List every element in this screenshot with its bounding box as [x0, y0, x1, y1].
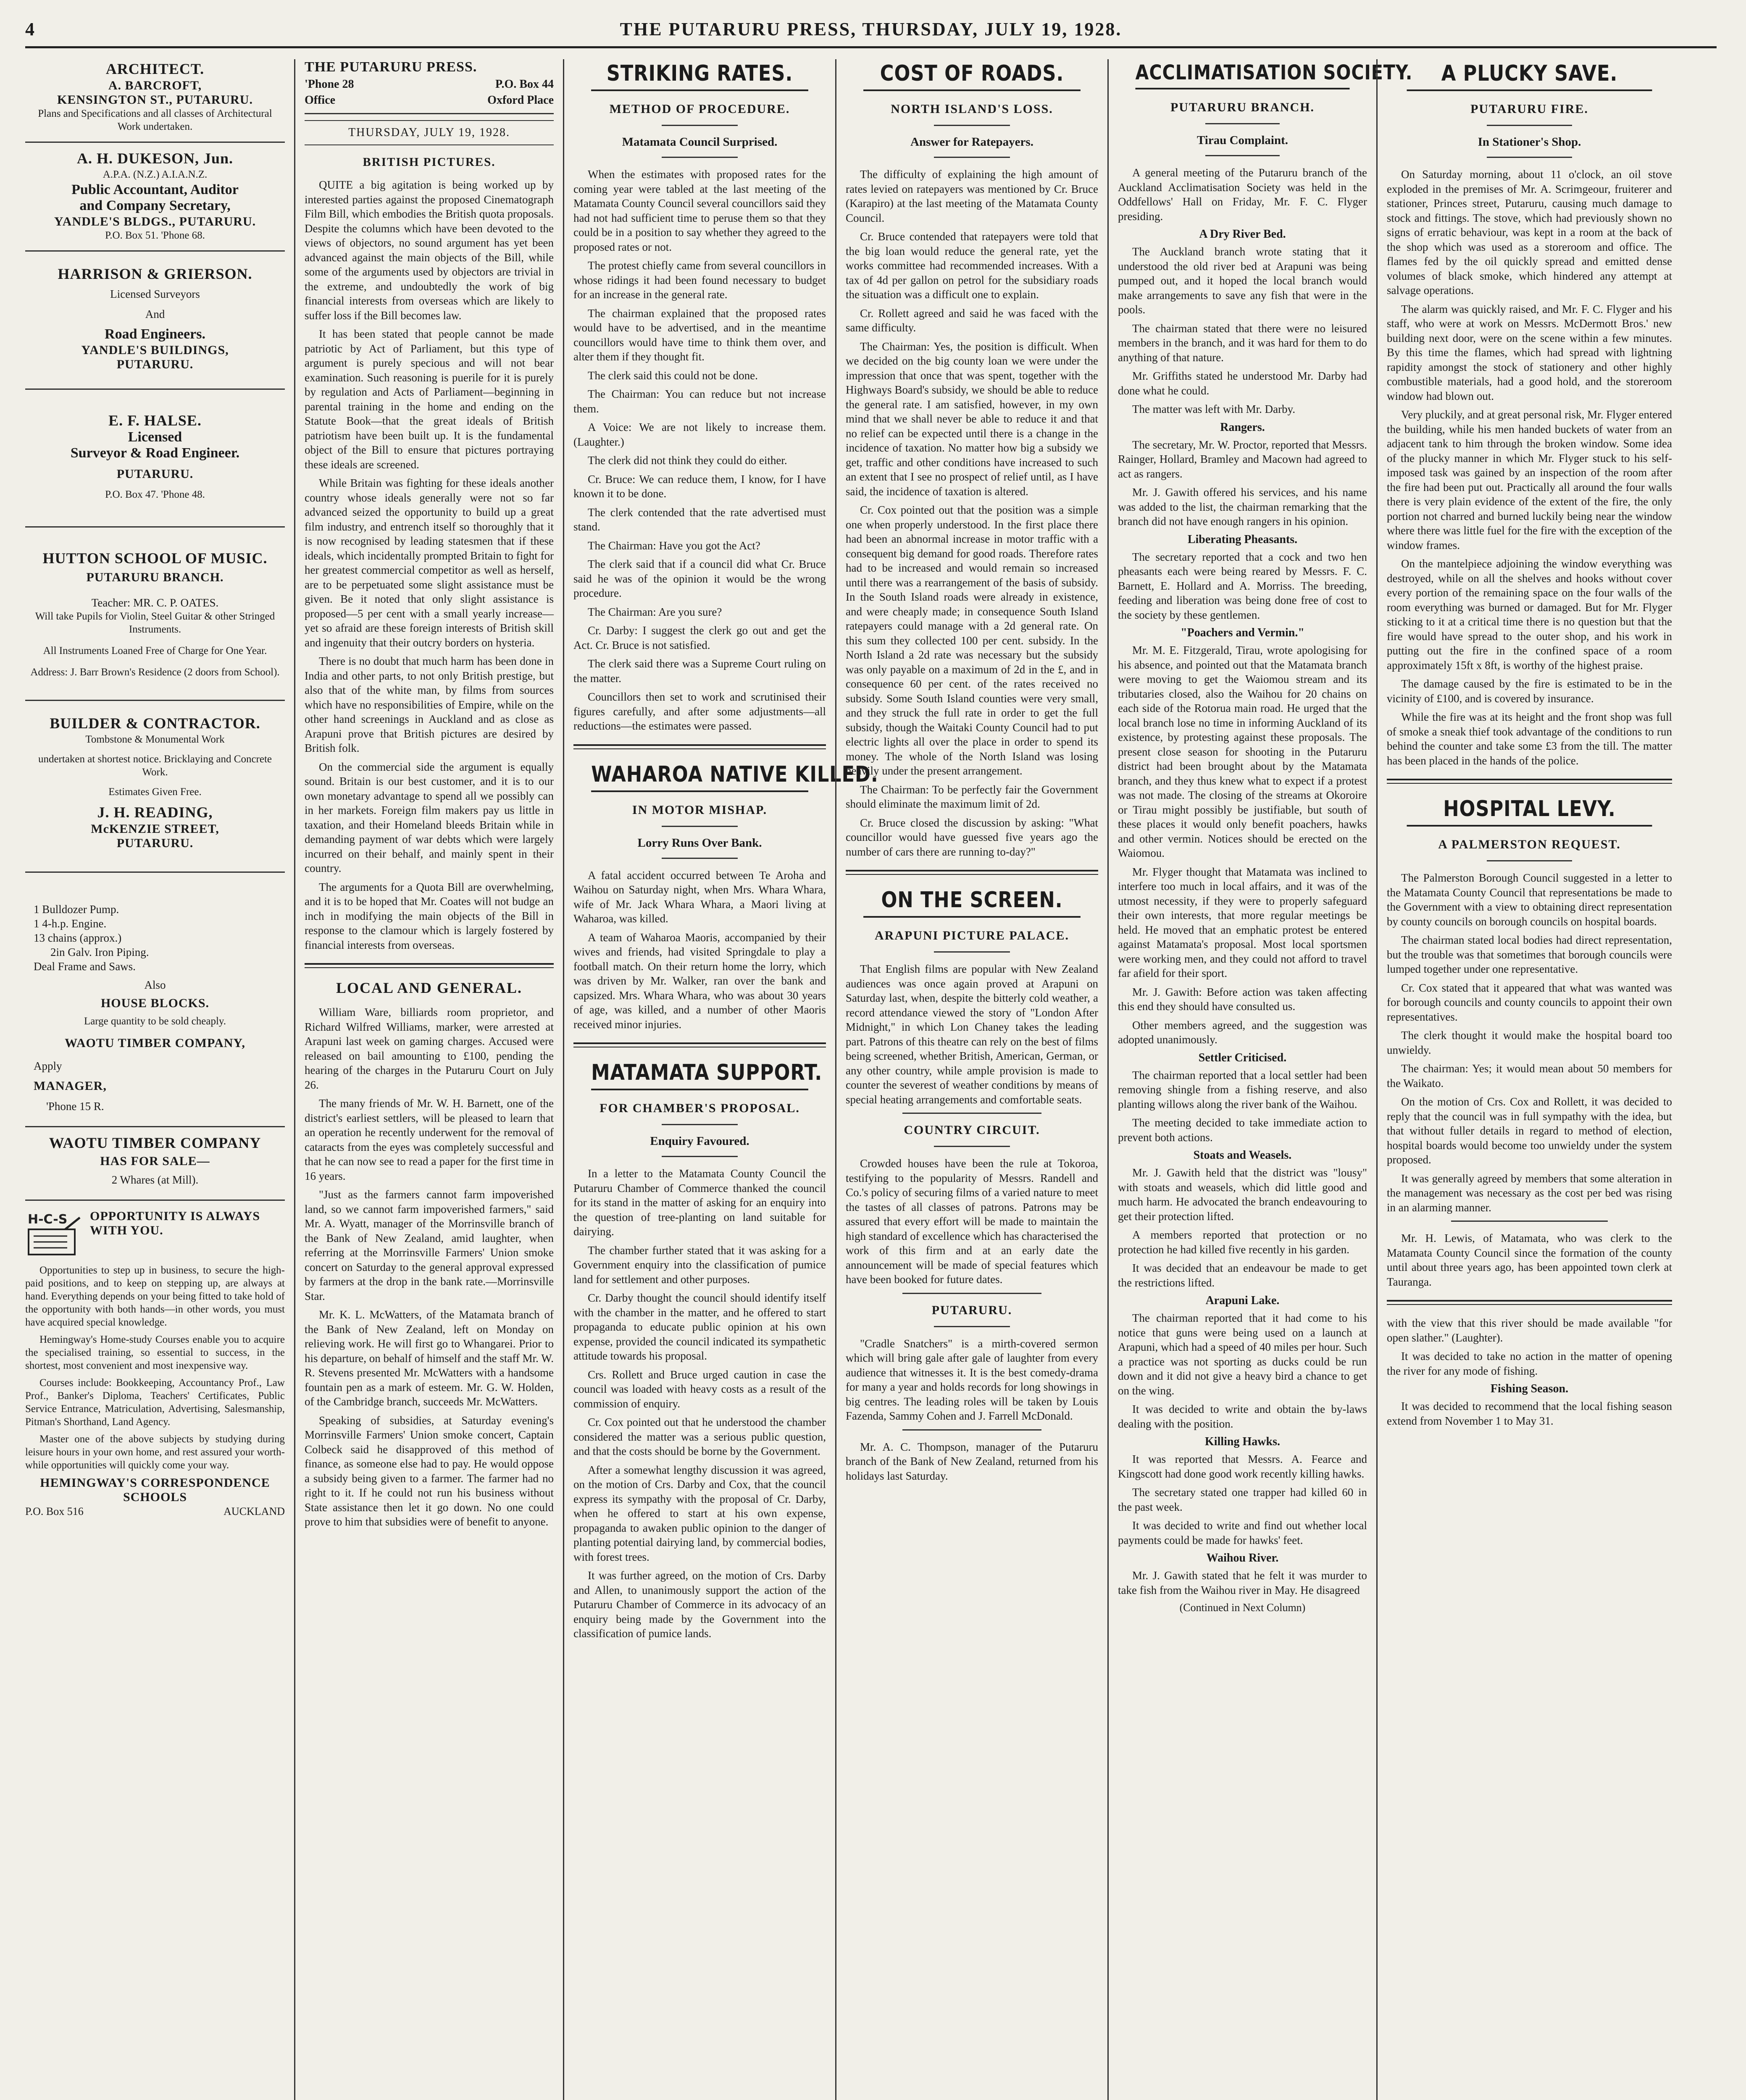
ad-waotu-timber-sale: [25, 1136, 285, 1191]
paragraph: Speaking of subsidies, at Saturday evening's Morrinsville Farmers' Union smoke concert, Captain Colbeck said he disapproved of this method of finance, as someone else had to pay. He would oppose a subsidy being given to a farmer. The farmer had no right to it. If he could not run his business without State assistance then let it go down. No one could prove to him that subsidies were of benefit to anyone.: [305, 1414, 554, 1528]
column-6: [1376, 59, 1681, 2100]
paragraph: Cr. Rollett agreed and said he was faced with the same difficulty.: [846, 307, 1098, 334]
dateline: THURSDAY, JULY 19, 1928.: [305, 120, 554, 145]
paragraph: The clerk contended that the rate advertised must stand.: [573, 506, 826, 533]
ad-address: YANDLE'S BLDGS., PUTARURU.: [54, 215, 256, 228]
subhead-putaruru: PUTARURU.: [931, 1303, 1012, 1317]
ad-manager: MANAGER,: [34, 1079, 107, 1093]
hcs-logo-icon: [25, 1209, 84, 1260]
paragraph: While the fire was at its height and the front shop was full of smoke a sneak thief took advantage of the conditions to run behind the counter and take some £3 from the till. The matter has been placed in the hands of the police.: [1387, 711, 1672, 767]
paragraph: It was decided to take no action in the matter of opening the river for any mode of fishing.: [1387, 1350, 1672, 1377]
ad-branch: PUTARURU BRANCH.: [86, 570, 224, 584]
paragraph: The clerk said there was a Supreme Court ruling on the matter.: [573, 657, 826, 685]
paragraph: "Just as the farmers cannot farm impoverished land, so we cannot farm impoverished farmers," said Mr. A. Wyatt, manager of the Morrinsville branch of the Bank of New Zealand, amid laughter, when referring at the Morrinsville Farmers' Union smoke concert on Saturday to the general approval expressed by farmers at the drop in the bank rate.—Morrinsville Star.: [305, 1188, 554, 1302]
ad-phone: 'Phone 15 R.: [46, 1100, 104, 1113]
paragraph: Mr. Griffiths stated he understood Mr. Darby had done what he could.: [1118, 370, 1367, 397]
paragraph: It was decided that an endeavour be made to get the restrictions lifted.: [1118, 1262, 1367, 1289]
paragraph: A fatal accident occurred between Te Aroha and Waihou on Saturday night, when Mrs. Whara Whara, wife of Mr. Jack Whara Whara, a Maori living at Waharoa, was killed.: [573, 869, 826, 925]
masthead-place: Oxford Place: [487, 94, 554, 107]
subhead-2: Lorry Runs Over Bank.: [637, 836, 762, 850]
minor-heading: Arapuni Lake.: [1205, 1294, 1280, 1307]
ad-line: PUTARURU.: [116, 357, 194, 371]
editorial-heading: BRITISH PICTURES.: [363, 155, 496, 169]
paragraph: A general meeting of the Putaruru branch of the Auckland Acclimatisation Society was held in the Oddfellows' Hall on Friday, Mr. F. C. Flyger presiding.: [1118, 166, 1367, 223]
headline-plucky-save: A PLUCKY SAVE.: [1407, 59, 1652, 91]
paragraph: Mr. A. C. Thompson, manager of the Putaruru branch of the Bank of New Zealand, returned from his holidays last Saturday.: [846, 1440, 1098, 1482]
paragraph: The clerk thought it would make the hospital board too unwieldy.: [1387, 1029, 1672, 1056]
masthead-phone: 'Phone 28: [305, 78, 354, 91]
ad-item-list: [25, 902, 285, 974]
ad-line: Road Engineers.: [105, 326, 205, 342]
ad-item: 2in Galv. Iron Piping.: [50, 946, 149, 958]
ad-line: YANDLE'S BUILDINGS,: [81, 343, 229, 357]
ad-company: WAOTU TIMBER COMPANY,: [65, 1036, 245, 1050]
minor-heading: Fishing Season.: [1490, 1382, 1569, 1395]
paragraph: The Chairman: You can reduce but not increase them.: [573, 388, 826, 415]
masthead-office: Office: [305, 94, 336, 107]
subhead-2: In Stationer's Shop.: [1478, 135, 1581, 149]
ad-dukeson: [25, 151, 285, 242]
ad-architect: [25, 62, 285, 133]
minor-heading: Stoats and Weasels.: [1193, 1149, 1292, 1162]
paragraph: Mr. K. L. McWatters, of the Matamata branch of the Bank of New Zealand, left on Monday on relieving work. He will first go to Whangarei. Prior to his departure, on behalf of himself and the staff Mr. W. R. Stevens presented Mr. McWatters with a handsome fountain pen as a mark of esteem. Mr. G. W. Holden, of the Cambridge branch, succeeds Mr. McWatters.: [305, 1308, 554, 1408]
hcs-box: P.O. Box 516: [25, 1505, 84, 1517]
subhead: FOR CHAMBER'S PROPOSAL.: [600, 1101, 800, 1115]
ad-town: PUTARURU.: [116, 836, 194, 850]
ad-address: Address: J. Barr Brown's Residence (2 doors from School).: [30, 667, 280, 678]
subhead-2: Enquiry Favoured.: [650, 1134, 749, 1148]
ad-apply-label: Apply: [34, 1060, 62, 1072]
paragraph: It was further agreed, on the motion of Crs. Darby and Allen, to unanimously support the action of the Putaruru Chamber of Commerce in its advocacy of an enquiry being made by the Government into the classification of pumice lands.: [573, 1569, 826, 1640]
ad-builder: [25, 709, 285, 863]
ad-halse: [25, 398, 285, 518]
paragraph: Councillors then set to work and scrutinised their figures carefully, and after some adjustments—all reductions—the estimates were passed.: [573, 690, 826, 732]
paragraph: While Britain was fighting for these ideals another country whose ideals generally were not so far advanced seized the opportunity to build up a great film industry, and entrench itself so thoroughly that it is now recognised by leading statesmen that if these ideals, which incidentally prompted Britain to fight for her greatest commercial competitor as well as herself, are to be perpetuated some slight assistance must be given. Be it noted that only slight assistance is proposed—5 per cent with a small yearly increase—yet so afraid are these foreign interests of British skill and ingenuity that their outcry borders on hysteria.: [305, 477, 554, 649]
paragraph: The secretary reported that a cock and two hen pheasants each were being reared by Messrs. F. C. Barnett, E. Hollard and A. Morriss. The breeding, feeding and liberation was being done free of cost to the society by these gentlemen.: [1118, 550, 1367, 621]
paragraph: The Chairman: Yes, the position is difficult. When we decided on the big county loan we were under the impression that once that was spent, together with the Highways Board's subsidy, we should be able to reduce the general rate. I am satisfied, however, in my own mind that we shall never be able to reduce it and that no relief can be expected until there is a change in the incidence of taxation. No matter how big a subsidy we get, traffic and other conditions have increased to such an extent that I see no prospect of relief until, as I have said, the incidence of taxation is altered.: [846, 340, 1098, 498]
ad-desc: Will take Pupils for Violin, Steel Guitar & other Stringed Instruments.: [35, 611, 275, 635]
ad-item: 1 4-h.p. Engine.: [34, 917, 107, 930]
paragraph: The difficulty of explaining the high amount of rates levied on ratepayers was mentioned by Cr. Bruce (Karapiro) at the last meeting of the Matamata County Council.: [846, 168, 1098, 224]
ad-line: Estimates Given Free.: [108, 786, 202, 798]
masthead: [305, 59, 554, 114]
paragraph: The damage caused by the fire is estimated to be in the vicinity of £100, and is covered by insurance.: [1387, 677, 1672, 705]
subhead: IN MOTOR MISHAP.: [632, 803, 768, 817]
minor-heading: Rangers.: [1220, 420, 1265, 434]
paragraph: The Chairman: To be perfectly fair the Government should eliminate the maximum limit of 2d.: [846, 783, 1098, 810]
ad-item: Deal Frame and Saws.: [34, 960, 136, 973]
paragraph: Very pluckily, and at great personal risk, Mr. Flyger entered the building, while his men handed buckets of water from an adjacent tank to him through the broken window. Some idea of the plucky manner in which Mr. Flyger stuck to his self-imposed task was gained by an inspection of the room after the fire had been put out. Practically all around the four walls there is very plain evidence of the extent of the fire, the only portion not charred and burned luckily being near the window where there was little fuel for the fire with the exception of the window frames.: [1387, 408, 1672, 551]
paragraph: Cr. Cox pointed out that he understood the chamber considered the matter was a serious public question, and that the costs should be borne by the Government.: [573, 1416, 826, 1457]
paragraph: The meeting decided to take immediate action to prevent both actions.: [1118, 1116, 1367, 1144]
headline-hospital-levy: HOSPITAL LEVY.: [1407, 795, 1652, 827]
paragraph: Mr. Flyger thought that Matamata was inclined to interfere too much in local affairs, and it was of the utmost necessity, if they were to properly safeguard their own interests, that more regular meetings be held. He moved that an emphatic protest be entered against Matamata's proposal. Most local sportsmen were working men, and they could not afford to travel far afield for their sport.: [1118, 865, 1367, 979]
paragraph: A Voice: We are not likely to increase them. (Laughter.): [573, 421, 826, 448]
ad-address: KENSINGTON ST., PUTARURU.: [57, 93, 253, 107]
ad-desc: Plans and Specifications and all classes of Architectural Work undertaken.: [38, 108, 272, 132]
paragraph: with the view that this river should be made available "for open slather." (Laughter).: [1387, 1317, 1672, 1344]
ad-blocks: HOUSE BLOCKS.: [100, 996, 210, 1010]
masthead-box: P.O. Box 44: [495, 78, 554, 91]
paragraph: The chairman stated local bodies had direct representation, but the trouble was that sometimes that borough councils were lumped together under one representative.: [1387, 934, 1672, 975]
ad-item: 1 Bulldozer Pump.: [34, 903, 119, 916]
paragraph: It was decided to recommend that the local fishing season extend from November 1 to May 31.: [1387, 1400, 1672, 1427]
paragraph: It was generally agreed by members that some alteration in the management was necessary as the cost per bed was rising in an alarming manner.: [1387, 1172, 1672, 1214]
svg-text:H-C-S: H-C-S: [28, 1212, 68, 1227]
paragraph: A members reported that protection or no protection he had killed five recently in his garden.: [1118, 1228, 1367, 1256]
ad-line: Licensed: [128, 429, 182, 445]
paragraph: Mr. J. Gawith held that the district was "lousy" with stoats and weasels, which did little good and much harm. He advocated the branch endeavouring to get their protection lifted.: [1118, 1166, 1367, 1223]
paragraph: A team of Waharoa Maoris, accompanied by their wives and friends, had visited Springdale to play a football match. On their return home the lorry, which was driven by Mr. Walker, ran over the bank and capsized. Mrs. Whara Whara, who was about 30 years of age, was killed, and a number of other Maoris received minor injuries.: [573, 931, 826, 1031]
hcs-tagline: OPPORTUNITY IS ALWAYS WITH YOU.: [90, 1209, 260, 1237]
minor-heading: Settler Criticised.: [1198, 1051, 1287, 1064]
ad-name: HUTTON SCHOOL OF MUSIC.: [42, 550, 268, 567]
newspaper-title: THE PUTARURU PRESS, THURSDAY, JULY 19, 1928.: [620, 19, 1122, 39]
paragraph: William Ware, billiards room proprietor, and Richard Wilfred Williams, marker, were arrested at Arapuni last week on gaming charges. Accused were released on bail amounting to £100, pending the hearing of the charges in the Putaruru Court on July 26.: [305, 1006, 554, 1091]
paragraph: Cr. Bruce closed the discussion by asking: "What councillor would have guessed five years ago the number of cars there are running to-day?": [846, 816, 1098, 858]
ad-street: McKENZIE STREET,: [91, 822, 219, 836]
paragraph: It was reported that Messrs. A. Fearce and Kingscott had done good work recently killing hawks.: [1118, 1453, 1367, 1480]
subhead: METHOD OF PROCEDURE.: [609, 102, 790, 116]
headline-striking-rates: STRIKING RATES.: [591, 59, 808, 91]
subhead: PUTARURU FIRE.: [1470, 102, 1588, 116]
minor-heading: "Poachers and Vermin.": [1181, 626, 1304, 639]
ad-harrison: [25, 260, 285, 380]
ad-role: and Company Secretary,: [79, 198, 231, 213]
paragraph: The arguments for a Quota Bill are overwhelming, and it is to be hoped that Mr. Coates will not budge an inch in modifying the main objects of the Bill in response to the clamour which is largely fostered by financial interests from overseas.: [305, 880, 554, 951]
paragraph: "Cradle Snatchers" is a mirth-covered sermon which will bring gale after gale of laughter from every audience that witnesses it. It is the best comedy-drama for many a year and holds records for long showings in big centres. The leading roles will be taken by Louis Fazenda, Sammy Cohen and J. Farrell McDonald.: [846, 1337, 1098, 1422]
masthead-title: THE PUTARURU PRESS.: [305, 59, 477, 75]
hcs-paragraph: Courses include: Bookkeeping, Accountancy Prof., Law Prof., Banker's Diploma, Teachers' Certificates, Public Service Entrance, Matriculation, Advertising, Salesmanship, Pitman's Shorthand, Land Agency.: [25, 1377, 285, 1428]
ad-title: BUILDER & CONTRACTOR.: [50, 715, 260, 732]
paragraph: In a letter to the Matamata County Council the Putaruru Chamber of Commerce thanked the council for its stand in the matter of asking for an enquiry into the question of tree-planting on land suitable for dairying.: [573, 1167, 826, 1238]
paragraph: The protest chiefly came from several councillors in whose ridings it had been found necessary to budget for an increase in the general rate.: [573, 259, 826, 301]
ad-line: Tombstone & Monumental Work: [85, 734, 225, 745]
paragraph: Cr. Bruce: We can reduce them, I know, for I have known it to be done.: [573, 472, 826, 500]
paragraph: The clerk said that if a council did what Cr. Bruce said he was of the opinion it would be the wrong procedure.: [573, 558, 826, 599]
headline-acclimatisation: ACCLIMATISATION SOCIETY.: [1136, 59, 1350, 89]
paragraph: The chairman stated that there were no leisured members in the branch, and it was hard for them to do anything of that nature.: [1118, 322, 1367, 364]
paragraph: On the commercial side the argument is equally sound. Britain is our best customer, and it is to our own monetary advantage to spend all we possibly can in her markets. Foreign film makers pay us little in taxation, and their Homeland bleeds Britain while in demanding payment of war debts which were largely incurred on their behalf, and mainly spent in their country.: [305, 760, 554, 874]
paragraph: Cr. Cox stated that it appeared that what was wanted was for borough councils and county councils to appoint their own representatives.: [1387, 981, 1672, 1023]
paragraph: The many friends of Mr. W. H. Barnett, one of the district's earliest settlers, will be pleased to learn that an operation he recently underwent for the removal of cataracts from the eyes was completely successful and that he can now see to read a paper for the first time in 16 years.: [305, 1097, 554, 1182]
paragraph: Cr. Darby thought the council should identify itself with the chamber in the matter, and he offered to start propaganda to educate public opinion at his own expense, provided the council indicated its sympathetic attitude towards his proposal.: [573, 1292, 826, 1362]
paragraph: The clerk said this could not be done.: [588, 369, 758, 382]
subhead: PUTARURU BRANCH.: [1170, 100, 1315, 114]
page-number: 4: [25, 19, 34, 39]
ad-item: 13 chains (approx.): [34, 932, 122, 944]
paragraph: On the mantelpiece adjoining the window everything was destroyed, while on all the shelves and hooks without cover every portion of the remaining space on the four walls of the room everything was burned or damaged. But for Mr. Flyger sticking to it at a critical time there is no question but that the fire would have spread to the outer shop, and his work in putting out the fire in the confined space of a room approximately 15ft x 8ft, is worthy of the highest praise.: [1387, 557, 1672, 672]
ad-hemingway: [25, 1209, 285, 1519]
running-head: [25, 17, 1717, 48]
subhead: A PALMERSTON REQUEST.: [1438, 837, 1621, 851]
paragraph: There is no doubt that much harm has been done in India and other parts, to not only British prestige, but also that of the white man, by films from sources which have no responsibilities of Empire, while on the other hand screenings in Auckland and as close as Arapuni prove that British pictures are desired by British folk.: [305, 655, 554, 754]
ad-sale: HAS FOR SALE—: [100, 1154, 210, 1168]
paragraph: That English films are popular with New Zealand audiences was once again proved at Arapuni on Saturday last, when, despite the bitterly cold weather, a record attendance viewed the story of "London After Midnight," in which Lon Chaney takes the leading part. Patrons of this theatre can rely on the best of films being screened, whether British, American, German, or any other country, while ample provision is made to counter the severest of weather conditions by means of special heating arrangements and comfortable seats.: [846, 963, 1098, 1106]
headline-waharoa: WAHAROA NATIVE KILLED.: [591, 760, 808, 792]
paragraph: QUITE a big agitation is being worked up by interested parties against the proposed Cinematograph Film Bill, which embodies the British quota proposals. Despite the columns which have been devoted to the views of objectors, no sound argument has yet been advanced against the main objects of the Bill, while some of the arguments used by objectors are trivial in the extreme, and undoubtedly the work of big financial interests from overseas which are likely to suffer loss if the Bill becomes law.: [305, 178, 554, 322]
ad-name: HARRISON & GRIERSON.: [58, 265, 252, 282]
paragraph: The chairman: Yes; it would mean about 50 members for the Waikato.: [1387, 1062, 1672, 1089]
paragraph: Crs. Rollett and Bruce urged caution in case the council was loaded with heavy costs as a result of the commission of enquiry.: [573, 1368, 826, 1410]
column-advertisements: [25, 59, 294, 2100]
ad-title: ARCHITECT.: [105, 60, 205, 77]
hcs-paragraph: Hemingway's Home-study Courses enable you to acquire the specialised training, so essential to success, in the shortest, most convenient and most inexpensive way.: [25, 1334, 285, 1371]
column-editorial: [294, 59, 563, 2100]
minor-heading: A Dry River Bed.: [1199, 228, 1286, 241]
paragraph: The Chairman: Have you got the Act?: [588, 539, 760, 552]
paragraph: Mr. H. Lewis, of Matamata, who was clerk to the Matamata County Council since the formation of the county until about three years ago, has been appointed town clerk at Tauranga.: [1387, 1232, 1672, 1288]
ad-line: undertaken at shortest notice. Bricklaying and Concrete Work.: [38, 753, 272, 778]
subhead-2: Answer for Ratepayers.: [910, 135, 1033, 149]
paragraph: The alarm was quickly raised, and Mr. F. C. Flyger and his staff, who were at work on Messrs. McDermott Bros.' new building next door, were on the scene within a few minutes. By this time the flames, which had spread with lightning rapidity amongst the stock of stationery and other highly combustible materials, had a good hold, and the storeroom window had blown out.: [1387, 302, 1672, 402]
paragraph: When the estimates with proposed rates for the coming year were tabled at the last meeting of the Matamata County Council several councillors said they had not had sufficient time to peruse them so that they could be in a position to say whether they agreed to the proposed rates or not.: [573, 168, 826, 253]
paragraph: On the motion of Crs. Cox and Rollett, it was decided to reply that the council was in full sympathy with the idea, but that without fuller details in regard to method of election, hospital boards would become too unwieldy under the system proposed.: [1387, 1095, 1672, 1166]
paragraph: Mr. J. Gawith: Before action was taken affecting this end they should have consulted us.: [1118, 985, 1367, 1013]
ad-teacher: Teacher: MR. C. P. OATES.: [91, 596, 219, 609]
paragraph: The clerk did not think they could do either.: [588, 454, 787, 467]
paragraph: The chairman reported that it had come to his notice that guns were being used on a launch at Arapuni, which had a speed of 40 miles per hour. Such a practice was not sporting as ducks could be run down and it did not give a heavy bird a chance to get on the wing.: [1118, 1312, 1367, 1397]
paragraph: Mr. J. Gawith stated that he felt it was murder to take fish from the Waihou river in May. He disagreed: [1118, 1569, 1367, 1596]
subhead: NORTH ISLAND'S LOSS.: [891, 102, 1053, 116]
paragraph: After a somewhat lengthy discussion it was agreed, on the motion of Crs. Darby and Cox, that the council express its sympathy with the proposal of Cr. Darby, when he offered to start at his own expense, propaganda to awaken public opinion to the danger of planting potential dairying land, by commercial bodies, with forest trees.: [573, 1463, 826, 1563]
minor-heading: Killing Hawks.: [1205, 1435, 1280, 1448]
paragraph: Mr. J. Gawith offered his services, and his name was added to the list, the chairman remarking that the branch did not have enough rangers in his opinion.: [1118, 486, 1367, 528]
subhead: ARAPUNI PICTURE PALACE.: [875, 929, 1069, 942]
paragraph: The Auckland branch wrote stating that it understood the old river bed at Arapuni was being pumped out, and it hoped the local branch would make arrangements to save any fish that were in the pools.: [1118, 245, 1367, 316]
paragraph: The Chairman: Are you sure?: [588, 605, 722, 618]
ad-name: A. BARCROFT,: [108, 79, 202, 92]
ad-music-school: [25, 536, 285, 691]
ad-qty: Large quantity to be sold cheaply.: [84, 1016, 226, 1027]
ad-whares: 2 Whares (at Mill).: [111, 1173, 199, 1186]
paragraph: It has been stated that people cannot be made patriotic by Act of Parliament, but this type of argument is purely specious and will not bear examination. Such reasoning is puerile for it is purely by regulation and Acts of Parliament—beginning in parental training in the home and ending on the Statute Book—that the great ideals of British patriotism have been built up. It is the fundamental object of the Bill to ensure that pictures portraying these ideals are screened.: [305, 328, 554, 471]
ad-apply: [25, 1059, 285, 1113]
subhead-2: Matamata Council Surprised.: [622, 135, 778, 149]
continued-note: (Continued in Next Column): [1179, 1601, 1306, 1614]
ad-contact: P.O. Box 47. 'Phone 48.: [105, 489, 205, 500]
ad-name: E. F. HALSE.: [108, 412, 202, 429]
minor-heading: Liberating Pheasants.: [1187, 533, 1298, 546]
hcs-school: HEMINGWAY'S CORRESPONDENCE SCHOOLS: [40, 1476, 270, 1504]
paragraph: It was decided to write and obtain the by-laws dealing with the position.: [1118, 1403, 1367, 1430]
ad-line: Surveyor & Road Engineer.: [70, 445, 240, 461]
paragraph: Cr. Bruce contended that ratepayers were told that the big loan would reduce the general rate, yet the works committee had recommended increases. With a tax of 4d per gallon on petrol for the subsidiary roads the situation was a difficult one to explain.: [846, 230, 1098, 301]
paragraph: On Saturday morning, about 11 o'clock, an oil stove exploded in the premises of Mr. A. Scrimgeour, fruiterer and stationer, Princes street, Putaruru, causing much damage to stock and fittings. The stove, which had previously shown no signs of erratic behaviour, was kept in a room at the back of the shop which was used as a storeroom and office. The flames fed by the oil quickly spread and emitted dense volumes of black smoke, which hindered any attempt at salvage operations.: [1387, 168, 1672, 297]
minor-heading: Waihou River.: [1206, 1551, 1279, 1564]
paragraph: Other members agreed, and the suggestion was adopted unanimously.: [1118, 1018, 1367, 1046]
hcs-paragraph: Opportunities to step up in business, to secure the high-paid positions, and to keep on stepping up, are always at hand. Everything depends on your being fitted to take hold of the opportunity with both hands—in other words, you must have acquired special knowledge.: [25, 1265, 285, 1328]
headline-on-the-screen: ON THE SCREEN.: [863, 886, 1081, 918]
paragraph: Cr. Cox pointed out that the position was a simple one when properly understood. In the first place there had been an abnormal increase in motor traffic with a consequent big demand for good roads. Therefore rates had to be increased and would remain so increased until there was a rearrangement of the basis of subsidy. In the South Island roads were already in existence, and were cheaply made; in consequence South Island ratepayers could manage with a 2d general rate. On this sum they collected 100 per cent. subsidy. In the North Island a 2d rate was necessary but the subsidy was only payable on a maximum of 2d in the £, and in consequence 60 per cent. of the rates received no subsidy. Some South Island counties were very small, and they struck the full rate in order to get the full subsidy, though the Waitaki County Council had to put electric lights all over the place in order to spend its money. The whole of the North Island was losing heavily under the present arrangement.: [846, 504, 1098, 777]
ad-role: Public Accountant, Auditor: [71, 182, 239, 197]
ad-desc: All Instruments Loaned Free of Charge for One Year.: [43, 645, 267, 656]
ad-line: PUTARURU.: [116, 467, 194, 481]
ad-company: WAOTU TIMBER COMPANY: [49, 1134, 261, 1151]
headline-cost-of-roads: COST OF ROADS.: [863, 59, 1081, 91]
paragraph: Crowded houses have been the rule at Tokoroa, testifying to the popularity of Messrs. Randell and Co.'s policy of securing films of a varied nature to meet the tastes of all classes of patrons. Patrons may be assured that every effort will be made to maintain the high standard of excellence which has characterised the work of this firm and at an early date the announcement will be made of special features which have been booked for future dates.: [846, 1157, 1098, 1286]
hcs-paragraph: Master one of the above subjects by studying during leisure hours in your own home, and rest assured your worth-while opportunities will quickly come your way.: [25, 1433, 285, 1471]
ad-name: J. H. READING,: [97, 804, 213, 821]
paragraph: It was decided to write and find out whether local payments could be made for hawks' feet.: [1118, 1519, 1367, 1546]
paragraph: Mr. M. E. Fitzgerald, Tirau, wrote apologising for his absence, and pointed out that the Matamata branch were moving to get the Waiomou stream and its tributaries closed, also the Waihou for 20 chains on each side of the Rotorua main road. He urged that the local branch lose no time in informing Auckland of its existence, by protesting against these proposals. The present close season for shooting in the Putaruru district had been brought about by the Matamata branch, and they thus knew what to expect if a protest was not made. The closing of the streams at Okoroire or Tirau might possibly be justifiable, but south of these places it would only benefit poachers, hawks and other vermin. Notices should be erected on the Waiomou.: [1118, 644, 1367, 859]
paragraph: The secretary, Mr. W. Proctor, reported that Messrs. Rainger, Hollard, Bramley and Macown had agreed to act as rangers.: [1118, 438, 1367, 480]
paragraph: The secretary stated one trapper had killed 60 in the past week.: [1118, 1486, 1367, 1513]
ad-waotu-timber: [25, 881, 285, 1118]
hcs-footer: [25, 1476, 285, 1519]
local-general-heading: LOCAL AND GENERAL.: [336, 979, 523, 996]
paragraph: The chairman explained that the proposed rates would have to be advertised, and in the meantime councillors would have time to think them over, and alter them if they thought fit.: [573, 307, 826, 363]
paragraph: The Palmerston Borough Council suggested in a letter to the Matamata County Council that representations be made to the Government with a view to obtaining direct representation by county councils on borough councils on hospital boards.: [1387, 872, 1672, 928]
column-4: [835, 59, 1107, 2100]
paragraph: Cr. Darby: I suggest the clerk go out and get the Act. Cr. Bruce is not satisfied.: [573, 624, 826, 651]
ad-line: And: [145, 308, 165, 320]
column-3: [563, 59, 878, 2100]
ad-contact: P.O. Box 51. 'Phone 68.: [105, 230, 205, 241]
headline-matamata-support: MATAMATA SUPPORT.: [591, 1058, 808, 1090]
subhead-country-circuit: COUNTRY CIRCUIT.: [904, 1123, 1040, 1137]
paragraph: The matter was left with Mr. Darby.: [1132, 403, 1296, 415]
ad-quals: A.P.A. (N.Z.) A.I.A.N.Z.: [103, 169, 208, 180]
hcs-city: AUCKLAND: [224, 1505, 285, 1517]
column-5: [1107, 59, 1413, 2100]
paragraph: The chamber further stated that it was asking for a Government enquiry into the classification of pumice land for settlement and other purposes.: [573, 1244, 826, 1286]
subhead-2: Tirau Complaint.: [1196, 134, 1288, 147]
ad-name: A. H. DUKESON, Jun.: [76, 150, 234, 167]
ad-also: Also: [144, 979, 166, 991]
ad-line: Licensed Surveyors: [110, 288, 200, 300]
paragraph: The chairman reported that a local settler had been removing shingle from a fishing reserve, and also planting willows along the river bank of the Waihou.: [1118, 1068, 1367, 1110]
